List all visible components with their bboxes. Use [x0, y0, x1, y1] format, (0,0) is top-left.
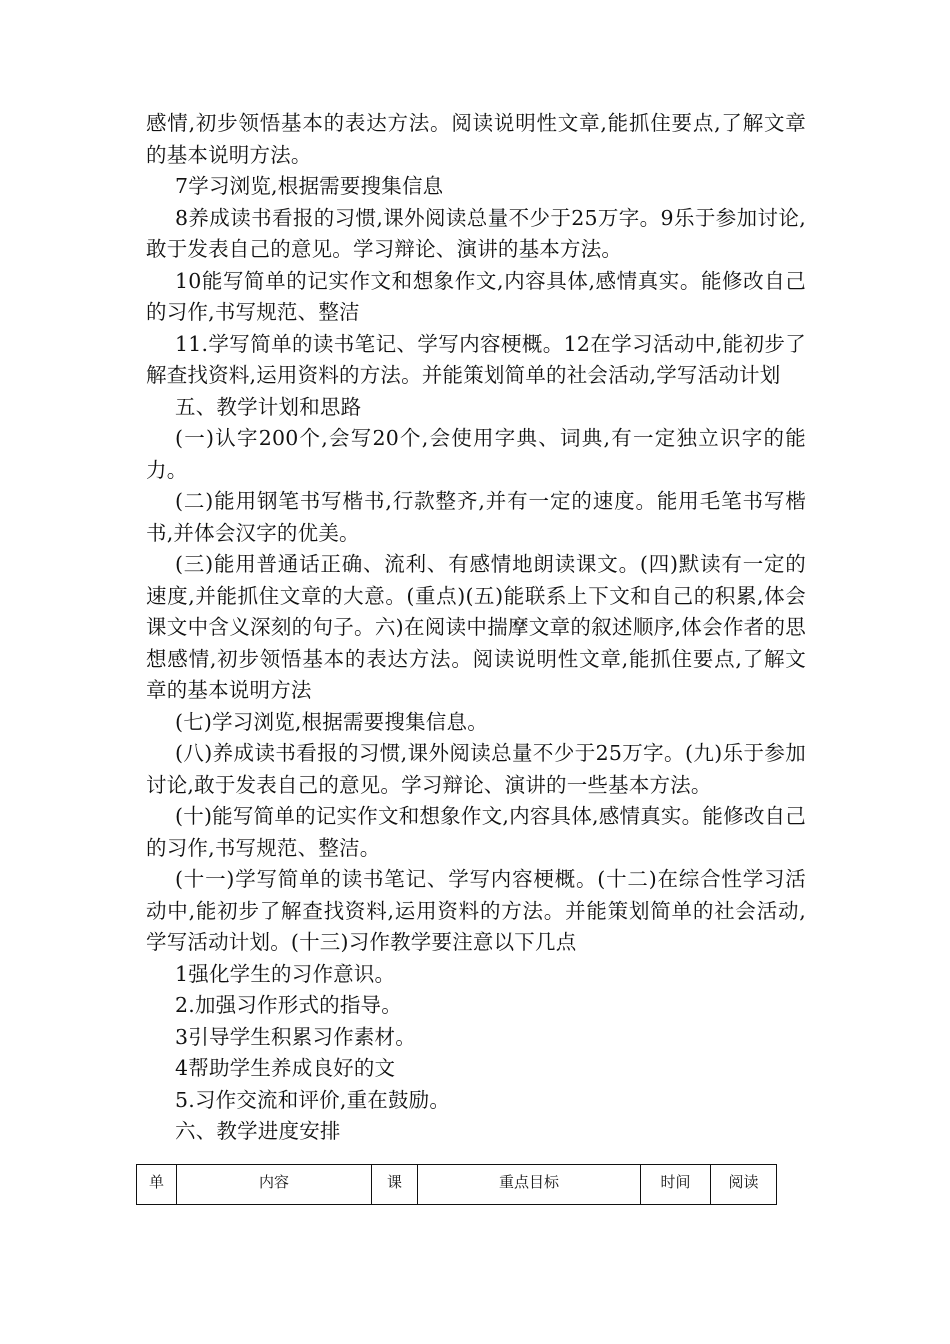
paragraph: 7学习浏览,根据需要搜集信息 [175, 174, 444, 198]
paragraph: 感情,初步领悟基本的表达方法。阅读说明性文章,能抓住要点,了解文章的基本说明方法。 [146, 111, 806, 167]
paragraph: 11.学写简单的读书笔记、学写内容梗概。12在学习活动中,能初步了解查找资料,运用资料的方法。并能策划简单的社会活动,学写活动计划 [146, 331, 806, 387]
table-header-cell: 重点目标 [418, 1165, 641, 1205]
table-header-row [137, 1165, 777, 1205]
paragraph: (十一)学写简单的读书笔记、学写内容梗概。(十二)在综合性学习活动中,能初步了解查找资料,运用资料的方法。并能策划简单的社会活动,学写活动计划。(十三)习作教学要注意以下几点 [146, 867, 806, 954]
document-body [146, 108, 806, 1148]
table-header-cell: 课 [372, 1165, 418, 1205]
paragraph: 8养成读书看报的习惯,课外阅读总量不少于25万字。9乐于参加讨论,敢于发表自己的意见。学习辩论、演讲的基本方法。 [146, 205, 806, 261]
list-item: 2.加强习作形式的指导。 [175, 993, 402, 1017]
table-header-cell: 阅读 [711, 1165, 777, 1205]
paragraph: (十)能写简单的记实作文和想象作文,内容具体,感情真实。能修改自己的习作,书写规范、整洁。 [146, 804, 806, 860]
paragraph: 10能写简单的记实作文和想象作文,内容具体,感情真实。能修改自己的习作,书写规范、整洁 [146, 268, 806, 324]
list-item: 3引导学生积累习作素材。 [175, 1024, 416, 1049]
list-item: 1强化学生的习作意识。 [175, 961, 396, 986]
paragraph: (三)能用普通话正确、流利、有感情地朗读课文。(四)默读有一定的速度,并能抓住文章的大意。(重点)(五)能联系上下文和自己的积累,体会课文中含义深刻的句子。六)在阅读中揣摩文章的叙述顺序,体会作者的思想感情,初步领悟基本的表达方法。阅读说明性文章,能抓住要点,了解文章的基本说明方法 [146, 552, 806, 702]
list-item: 4帮助学生养成良好的文 [175, 1056, 396, 1080]
list-item: 5.习作交流和评价,重在鼓励。 [175, 1087, 451, 1112]
table-header-cell: 内容 [177, 1165, 372, 1205]
paragraph: (八)养成读书看报的习惯,课外阅读总量不少于25万字。(九)乐于参加讨论,敢于发表自己的意见。学习辩论、演讲的一些基本方法。 [146, 741, 806, 797]
paragraph: (二)能用钢笔书写楷书,行款整齐,并有一定的速度。能用毛笔书写楷书,并体会汉字的优美。 [146, 489, 806, 545]
table-header-cell: 时间 [641, 1165, 711, 1205]
section-heading: 六、教学进度安排 [175, 1119, 341, 1143]
table-header-cell: 单 [137, 1165, 177, 1205]
schedule-table [136, 1164, 777, 1205]
paragraph: (一)认字200个,会写20个,会使用字典、词典,有一定独立识字的能力。 [146, 426, 806, 482]
paragraph: (七)学习浏览,根据需要搜集信息。 [175, 709, 488, 734]
section-heading: 五、教学计划和思路 [175, 394, 362, 419]
